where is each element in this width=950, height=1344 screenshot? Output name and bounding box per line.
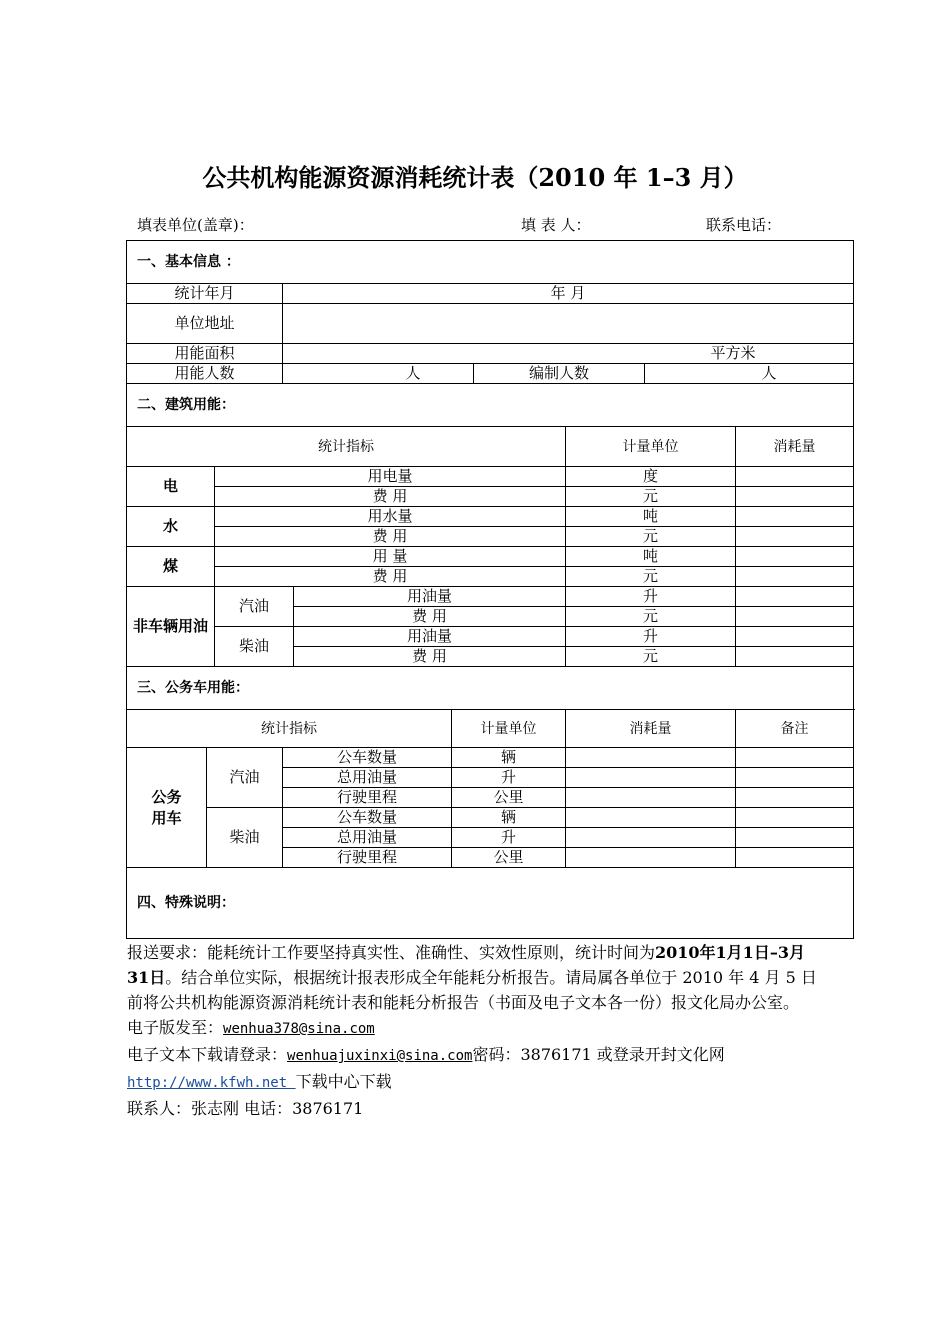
row-label: 费 用 bbox=[215, 567, 566, 587]
people-input[interactable] bbox=[283, 364, 474, 384]
requirement-text-c: 。结合单位实际，根据统计报表形成全年能耗分析报告。请局属各单位于 2010 年 4 月 5 日前将公共机构能源资源消耗统计表和能耗分析报告（书面及电子文本各一份）报文化局办公室。 bbox=[127, 968, 817, 1012]
row-label: 用油量 bbox=[294, 587, 566, 607]
remarks-cell[interactable] bbox=[736, 808, 854, 828]
email-label: 电子版发至： bbox=[127, 1018, 224, 1037]
row-label: 公车数量 bbox=[283, 808, 452, 828]
row-unit: 公里 bbox=[452, 848, 566, 868]
download-label: 电子文本下载请登录： bbox=[127, 1045, 288, 1064]
group-electric: 电 bbox=[127, 467, 215, 507]
download-suffix: 下载中心下载 bbox=[295, 1072, 392, 1091]
vehicle-energy-table bbox=[126, 709, 854, 939]
row-label: 费 用 bbox=[215, 527, 566, 547]
row-label: 用油量 bbox=[294, 627, 566, 647]
consumption-cell[interactable] bbox=[566, 788, 736, 808]
row-label: 行驶里程 bbox=[283, 848, 452, 868]
remarks-cell[interactable] bbox=[736, 768, 854, 788]
consumption-cell[interactable] bbox=[736, 567, 854, 587]
download-email-link[interactable]: wenhuajuxinxi@sina.com bbox=[287, 1048, 473, 1064]
address-label: 单位地址 bbox=[127, 304, 283, 344]
page-title: 公共机构能源资源消耗统计表（2010 年 1–3 月） bbox=[202, 163, 748, 192]
website-link[interactable]: http://www.kfwh.net bbox=[127, 1075, 296, 1091]
consumption-cell[interactable] bbox=[736, 467, 854, 487]
row-label: 行驶里程 bbox=[283, 788, 452, 808]
consumption-cell[interactable] bbox=[736, 507, 854, 527]
group-non-vehicle-oil: 非车辆用油 bbox=[127, 587, 215, 667]
row-unit: 升 bbox=[452, 828, 566, 848]
area-input[interactable] bbox=[283, 344, 854, 364]
row-unit: 度 bbox=[566, 467, 736, 487]
requirement-text-a: 报送要求：能耗统计工作要坚持真实性、准确性、实效性原则，统计时间为 bbox=[127, 943, 656, 962]
unit-label: 填表单位(盖章)： bbox=[137, 216, 254, 234]
website-line bbox=[127, 1069, 817, 1096]
email-link[interactable]: wenhua378@sina.com bbox=[223, 1021, 375, 1037]
vehicle-gasoline-label: 汽油 bbox=[207, 748, 283, 808]
consumption-cell[interactable] bbox=[566, 748, 736, 768]
oil-gasoline-label: 汽油 bbox=[215, 587, 294, 627]
building-energy-table bbox=[126, 426, 854, 710]
consumption-cell[interactable] bbox=[736, 487, 854, 507]
basic-info-table bbox=[126, 240, 854, 427]
contact-line: 联系人：张志刚 电话：3876171 bbox=[127, 1099, 364, 1118]
remarks-cell[interactable] bbox=[736, 848, 854, 868]
row-unit: 升 bbox=[566, 587, 736, 607]
row-unit: 吨 bbox=[566, 547, 736, 567]
filler-label: 填 表 人： bbox=[521, 216, 591, 234]
consumption-cell[interactable] bbox=[736, 607, 854, 627]
consumption-cell[interactable] bbox=[736, 627, 854, 647]
row-unit: 元 bbox=[566, 567, 736, 587]
people-label: 用能人数 bbox=[127, 364, 283, 384]
group-official-vehicles: 公务用车 bbox=[127, 748, 207, 868]
row-unit: 元 bbox=[566, 527, 736, 547]
oil-diesel-label: 柴油 bbox=[215, 627, 294, 667]
requirement-dates: 2010年1月1日–3月31日 bbox=[127, 943, 805, 987]
row-unit: 升 bbox=[566, 627, 736, 647]
period-label: 统计年月 bbox=[127, 284, 283, 304]
phone-label: 联系电话： bbox=[706, 216, 782, 234]
col-unit: 计量单位 bbox=[452, 710, 566, 748]
row-unit: 辆 bbox=[452, 808, 566, 828]
row-label: 用 量 bbox=[215, 547, 566, 567]
remarks-cell[interactable] bbox=[736, 748, 854, 768]
row-label: 费 用 bbox=[294, 607, 566, 627]
password-text: 密码：3876171 或登录开封文化网 bbox=[472, 1045, 725, 1064]
col-remarks: 备注 bbox=[736, 710, 854, 748]
submission-notes bbox=[127, 940, 817, 1121]
consumption-cell[interactable] bbox=[566, 828, 736, 848]
period-input[interactable]: 年 月 bbox=[283, 284, 854, 304]
col-consumption: 消耗量 bbox=[566, 710, 736, 748]
group-coal: 煤 bbox=[127, 547, 215, 587]
consumption-cell[interactable] bbox=[566, 808, 736, 828]
group-water: 水 bbox=[127, 507, 215, 547]
row-unit: 元 bbox=[566, 607, 736, 627]
col-indicator: 统计指标 bbox=[127, 710, 452, 748]
col-indicator: 统计指标 bbox=[127, 427, 566, 467]
section-special-notes[interactable]: 四、特殊说明： bbox=[127, 868, 854, 939]
consumption-cell[interactable] bbox=[736, 647, 854, 667]
area-unit: 平方米 bbox=[710, 344, 756, 362]
row-label: 用水量 bbox=[215, 507, 566, 527]
staff-unit: 人 bbox=[761, 364, 777, 382]
section-vehicles: 三、公务车用能： bbox=[127, 667, 854, 710]
row-unit: 升 bbox=[452, 768, 566, 788]
consumption-cell[interactable] bbox=[736, 587, 854, 607]
row-label: 费 用 bbox=[294, 647, 566, 667]
address-input[interactable] bbox=[283, 304, 854, 344]
consumption-cell[interactable] bbox=[736, 527, 854, 547]
section-building: 二、建筑用能： bbox=[127, 384, 854, 427]
download-line bbox=[127, 1042, 817, 1069]
row-label: 总用油量 bbox=[283, 828, 452, 848]
consumption-cell[interactable] bbox=[566, 768, 736, 788]
row-unit: 公里 bbox=[452, 788, 566, 808]
section-basic-info: 一、基本信息 ： bbox=[127, 241, 854, 284]
consumption-cell[interactable] bbox=[736, 547, 854, 567]
email-line bbox=[127, 1015, 817, 1042]
remarks-cell[interactable] bbox=[736, 788, 854, 808]
col-unit: 计量单位 bbox=[566, 427, 736, 467]
people-unit: 人 bbox=[405, 364, 421, 382]
row-unit: 辆 bbox=[452, 748, 566, 768]
area-label: 用能面积 bbox=[127, 344, 283, 364]
consumption-cell[interactable] bbox=[566, 848, 736, 868]
row-unit: 元 bbox=[566, 647, 736, 667]
col-consumption: 消耗量 bbox=[736, 427, 854, 467]
row-label: 总用油量 bbox=[283, 768, 452, 788]
staff-input[interactable] bbox=[645, 364, 854, 384]
row-label: 费 用 bbox=[215, 487, 566, 507]
row-unit: 吨 bbox=[566, 507, 736, 527]
row-label: 公车数量 bbox=[283, 748, 452, 768]
row-unit: 元 bbox=[566, 487, 736, 507]
vehicle-diesel-label: 柴油 bbox=[207, 808, 283, 868]
staff-label: 编制人数 bbox=[474, 364, 645, 384]
requirement-paragraph bbox=[127, 940, 817, 1015]
remarks-cell[interactable] bbox=[736, 828, 854, 848]
row-label: 用电量 bbox=[215, 467, 566, 487]
